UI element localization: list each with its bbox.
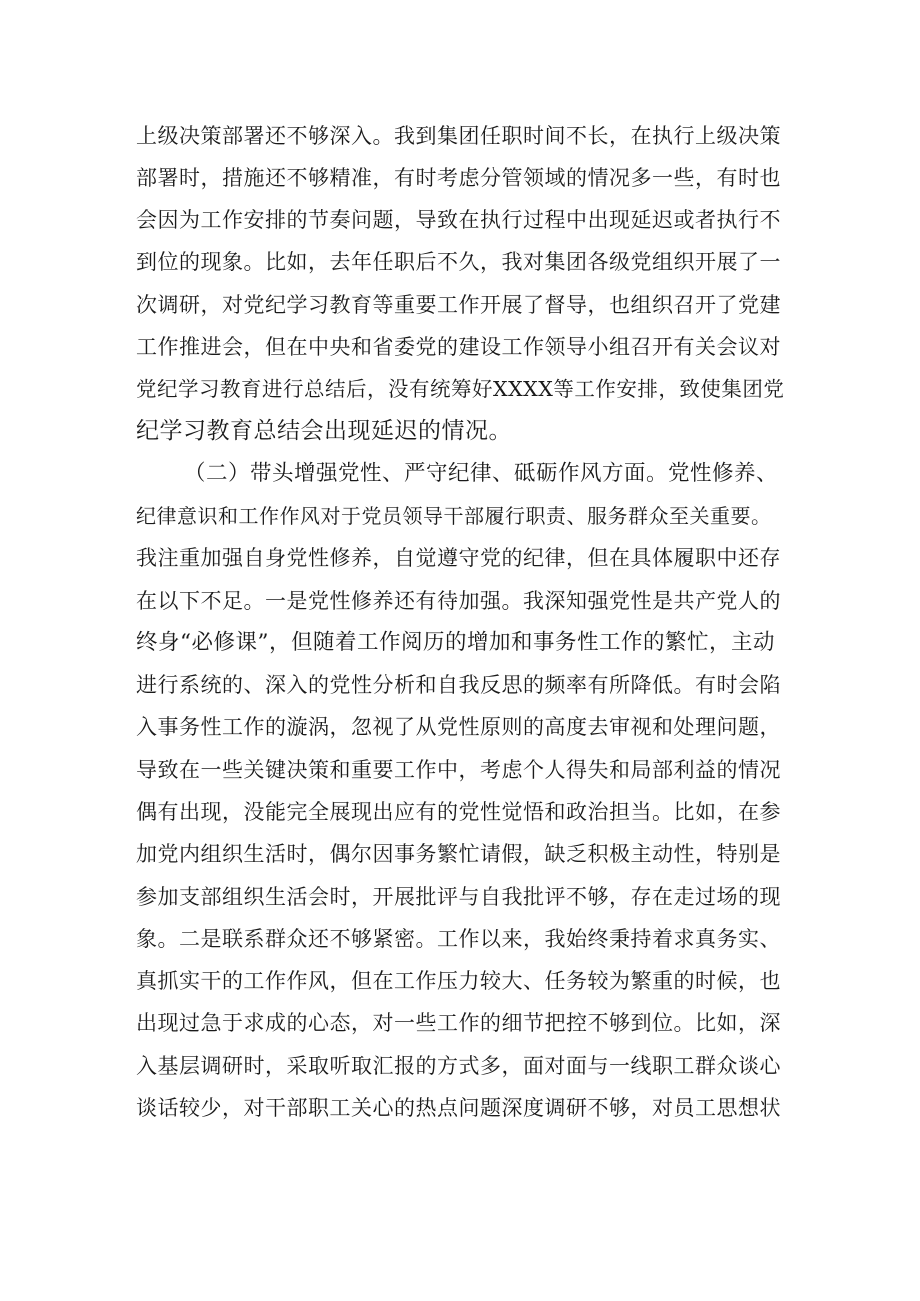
text-line: 参加支部组织生活会时，开展批评与自我批评不够，存在走过场的现 xyxy=(136,885,781,909)
text-line: 在以下不足。一是党性修养还有待加强。我深知强党性是共产党人的 xyxy=(136,589,781,613)
text-line: 导致在一些关键决策和重要工作中，考虑个人得失和局部利益的情况 xyxy=(136,758,781,782)
text-line: 偶有出现，没能完全展现出应有的党性觉悟和政治担当。比如，在参 xyxy=(136,800,781,824)
text-line: 上级决策部署还不够深入。我到集团任职时间不长，在执行上级决策 xyxy=(136,124,781,148)
text-line: 到位的现象。比如，去年任职后不久，我对集团各级党组织开展了一 xyxy=(136,250,781,274)
text-line: 象。二是联系群众还不够紧密。工作以来，我始终秉持着求真务实、 xyxy=(136,927,781,951)
text-line: 真抓实干的工作作风，但在工作压力较大、任务较为繁重的时候，也 xyxy=(136,969,781,993)
text-line: 部署时，措施还不够精准，有时考虑分管领域的情况多一些，有时也 xyxy=(136,166,781,190)
text-line: 入基层调研时，采取听取汇报的方式多，面对面与一线职工群众谈心 xyxy=(136,1054,781,1078)
text-line: 进行系统的、深入的党性分析和自我反思的频率有所降低。有时会陷 xyxy=(136,673,781,697)
text-line: 我注重加强自身党性修养，自觉遵守党的纪律，但在具体履职中还存 xyxy=(136,546,781,570)
text-line: 终身“必修课”，但随着工作阅历的增加和事务性工作的繁忙，主动 xyxy=(136,630,775,655)
text-line: 次调研，对党纪学习教育等重要工作开展了督导，也组织召开了党建 xyxy=(136,293,781,317)
text-line: 会因为工作安排的节奏问题，导致在执行过程中出现延迟或者执行不 xyxy=(136,208,781,232)
text-line: 入事务性工作的漩涡，忽视了从党性原则的高度去审视和处理问题， xyxy=(136,715,781,739)
text-line: 党纪学习教育进行总结后，没有统筹好XXXX等工作安排，致使集团党 xyxy=(136,377,785,401)
text-line: 出现过急于求成的心态，对一些工作的细节把控不够到位。比如，深 xyxy=(136,1011,781,1035)
text-line: 工作推进会，但在中央和省委党的建设工作领导小组召开有关会议对 xyxy=(136,335,781,359)
section-heading-line: （二）带头增强党性、严守纪律、砥砺作风方面。党性修养、 xyxy=(184,461,779,486)
text-line: 谈话较少，对干部职工关心的热点问题深度调研不够，对员工思想状 xyxy=(136,1096,781,1120)
text-line: 加党内组织生活时，偶尔因事务繁忙请假，缺乏积极主动性，特别是 xyxy=(136,842,781,866)
text-line: 纪律意识和工作作风对于党员领导干部履行职责、服务群众至关重要。 xyxy=(136,504,772,528)
text-line: 纪学习教育总结会出现延迟的情况。 xyxy=(136,418,512,444)
